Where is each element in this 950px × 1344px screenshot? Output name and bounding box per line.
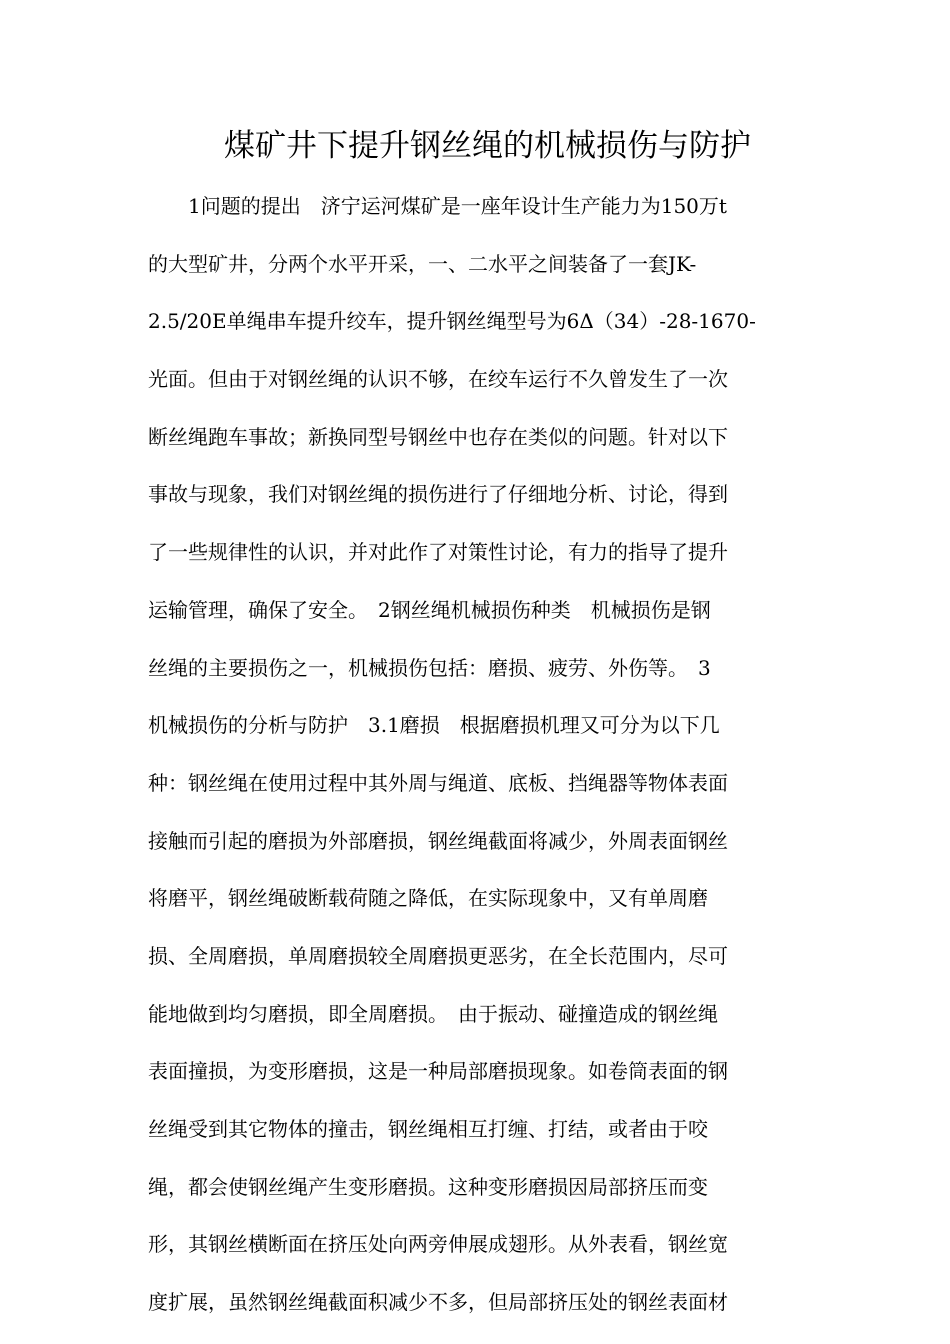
body-line: 的大型矿井，分两个水平开采，一、二水平之间装备了一套JK- [148,251,697,276]
body-line: 形，其钢丝横断面在挤压处向两旁伸展成翅形。从外表看，钢丝宽 [148,1232,728,1257]
body-line: 运输管理，确保了安全。 2钢丝绳机械损伤种类 机械损伤是钢 [148,597,711,622]
body-line: 接触而引起的磨损为外部磨损，钢丝绳截面将减少，外周表面钢丝 [148,828,728,853]
body-line: 事故与现象，我们对钢丝绳的损伤进行了仔细地分析、讨论，得到 [148,482,728,507]
body-line: 将磨平，钢丝绳破断载荷随之降低，在实际现象中，又有单周磨 [148,886,708,911]
body-line: 断丝绳跑车事故；新换同型号钢丝中也存在类似的问题。针对以下 [148,424,728,449]
body-line: 了一些规律性的认识，并对此作了对策性讨论，有力的指导了提升 [148,540,728,565]
body-line: 表面撞损，为变形磨损，这是一种局部磨损现象。如卷筒表面的钢 [148,1059,728,1084]
body-line: 丝绳的主要损伤之一，机械损伤包括：磨损、疲劳、外伤等。 3 [148,655,711,680]
body-line: 度扩展，虽然钢丝绳截面积减少不多，但局部挤压处的钢丝表面材 [148,1290,728,1315]
body-line: 绳，都会使钢丝绳产生变形磨损。这种变形磨损因局部挤压而变 [148,1174,708,1199]
body-line: 损、全周磨损，单周磨损较全周磨损更恶劣，在全长范围内，尽可 [148,943,728,968]
document-body [148,178,808,1332]
document-title: 煤矿井下提升钢丝绳的机械损伤与防护 [224,128,751,164]
body-line: 机械损伤的分析与防护 3.1磨损 根据磨损机理又可分为以下几 [148,713,720,738]
body-line: 光面。但由于对钢丝绳的认识不够，在绞车运行不久曾发生了一次 [148,367,728,392]
body-line: 2.5/20E单绳串车提升绞车，提升钢丝绳型号为6Δ（34）-28-1670- [148,309,756,334]
body-line: 1问题的提出 济宁运河煤矿是一座年设计生产能力为150万t [148,194,727,218]
body-line: 丝绳受到其它物体的撞击，钢丝绳相互打缠、打结，或者由于咬 [148,1117,708,1141]
body-line: 种：钢丝绳在使用过程中其外周与绳道、底板、挡绳器等物体表面 [148,770,728,795]
body-line: 能地做到均匀磨损，即全周磨损。 由于振动、碰撞造成的钢丝绳 [148,1001,718,1026]
